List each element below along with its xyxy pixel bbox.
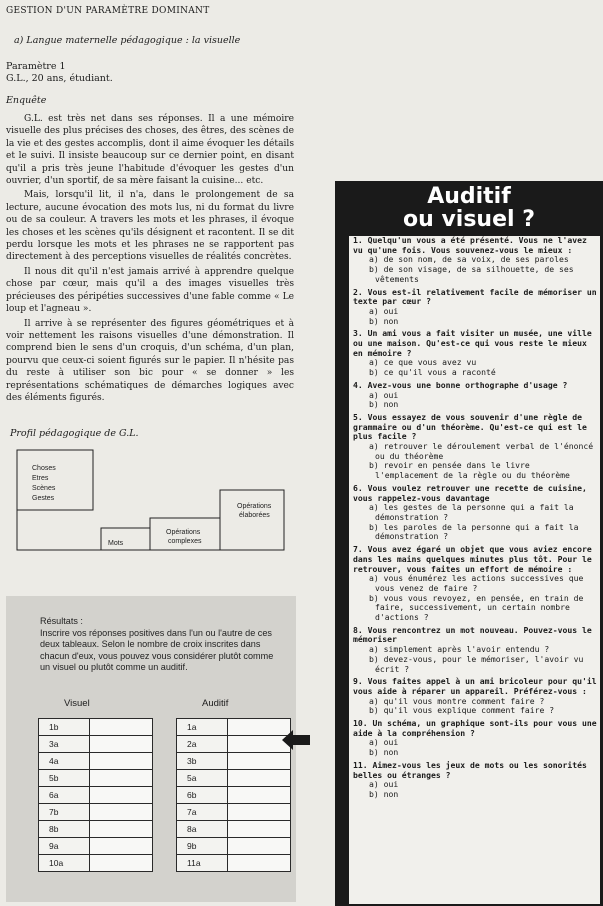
checkbox-cell[interactable] — [228, 770, 291, 787]
quiz-panel — [349, 236, 600, 904]
answer-option[interactable]: b) qu'il vous explique comment faire ? — [369, 705, 555, 716]
running-header: GESTION D'UN PARAMÈTRE DOMINANT — [6, 6, 210, 16]
checkbox-cell[interactable] — [228, 855, 291, 872]
answer-cell: 3a — [39, 736, 90, 753]
question-number: 1. — [353, 235, 363, 245]
bleed-through-text — [312, 8, 315, 19]
auditif-row — [177, 855, 291, 872]
question-prompt: Vous avez égaré un objet que vous aviez encore dans les mains quelques minutes plus tôt. Pour le retrouver, vous faites un effort de mémoire : — [353, 544, 592, 574]
checkbox-cell[interactable] — [90, 838, 153, 855]
diagram-box-choses — [17, 450, 93, 510]
answer-cell: 5b — [39, 770, 90, 787]
visuel-row — [39, 736, 153, 753]
question-prompt: Avez-vous une bonne orthographe d'usage ? — [367, 379, 568, 390]
quiz-question — [353, 329, 597, 378]
question-prompt: Vous est-il relativement facile de mémoriser un texte par cœur ? — [353, 286, 597, 307]
answer-option[interactable]: b) les paroles de la personne qui a fait la démonstration ? — [369, 521, 579, 542]
question-prompt: Vous essayez de vous souvenir d'une règle de grammaire ou d'un théorème. Qu'est-ce qui est le plus facile ? — [353, 411, 587, 442]
diagram-label-scenes: Scènes — [32, 485, 56, 492]
checkbox-cell[interactable] — [90, 787, 153, 804]
answer-option[interactable]: a) oui — [369, 779, 399, 790]
diagram-label-elaborees: élaborées — [239, 512, 270, 519]
answer-option[interactable]: b) non — [369, 315, 399, 326]
results-heading: Résultats : — [40, 616, 83, 626]
answer-cell: 5a — [177, 770, 228, 787]
answer-option[interactable]: a) qu'il vous montre comment faire ? — [369, 695, 545, 706]
quiz-question — [353, 381, 597, 410]
parametre-block — [6, 61, 113, 85]
checkbox-cell[interactable] — [228, 838, 291, 855]
question-number: 2. — [353, 286, 363, 297]
question-text — [353, 483, 587, 503]
checkbox-cell[interactable] — [228, 787, 291, 804]
question-prompt: Quelqu'un vous a été présenté. Vous ne l'avez vu qu'une fois. Vous souvenez-vous le mieux : — [353, 235, 587, 255]
question-number: 10. — [353, 718, 368, 729]
body-paragraph: Mais, lorsqu'il lit, il n'a, dans le prolongement de sa lecture, aucune évocation des mots lus, ni du format du livre ou de sa couleur. A travers les mots et les phrases, il évoque les choses et les scènes qu'ils désignent et racontent. Il se dit perdu lorsque les mots et les phrases ne se rapportent pas directement à des perceptions visuelles de réalités concrètes. — [6, 190, 294, 263]
answer-option[interactable]: a) oui — [369, 389, 399, 400]
auditif-row — [177, 753, 291, 770]
checkbox-cell[interactable] — [90, 736, 153, 753]
quiz-box — [335, 181, 603, 906]
answer-cell: 9a — [39, 838, 90, 855]
checkbox-cell[interactable] — [228, 821, 291, 838]
quiz-title-line1: Auditif — [427, 184, 511, 209]
quiz-questions — [353, 236, 597, 803]
enquete-title: Enquête — [6, 95, 47, 106]
answer-option[interactable]: a) oui — [369, 737, 399, 748]
visuel-row — [39, 770, 153, 787]
answer-option[interactable]: b) vous vous revoyez, en pensée, en train de faire, successivement, un certain nombre d'actions ? — [369, 592, 584, 623]
question-text — [353, 760, 587, 780]
parametre-subject: G.L., 20 ans, étudiant. — [6, 73, 113, 84]
body-paragraph: Il nous dit qu'il n'est jamais arrivé à apprendre quelque chose par cœur, mais qu'il a des images visuelles très précieuses des péripéties successives d'une fable comme « Le loup et l'agneau ». — [6, 266, 294, 315]
diagram-label-gestes: Gestes — [32, 495, 55, 502]
quiz-question — [353, 288, 597, 327]
answer-option[interactable]: b) devez-vous, pour le mémoriser, l'avoir vu écrit ? — [369, 653, 584, 674]
question-number: 5. — [353, 411, 363, 422]
question-text — [353, 287, 597, 307]
question-number: 4. — [353, 379, 363, 390]
answer-cell: 4a — [39, 753, 90, 770]
question-text — [353, 625, 592, 645]
answer-cell: 11a — [177, 855, 228, 872]
quiz-question — [353, 484, 597, 542]
question-prompt: Un schéma, un graphique sont-ils pour vous une aide à la compréhension ? — [353, 718, 597, 738]
auditif-row — [177, 719, 291, 736]
auditif-title: Auditif — [202, 698, 229, 709]
answer-option[interactable]: a) les gestes de la personne qui a fait la démonstration ? — [369, 502, 574, 522]
checkbox-cell[interactable] — [228, 753, 291, 770]
body-paragraph: G.L. est très net dans ses réponses. Il a une mémoire visuelle des plus précises des choses, des êtres, des scènes de la vie et des gestes accomplis, dont il aime évoquer les détails et le suivi. Il insiste beaucoup sur ce dernier point, en disant qu'il a pris très jeune l'habitude d'évoquer les gestes d'un ouvrier, d'un sportif, de sa mère faisant la cuisine... etc. — [6, 114, 294, 187]
question-text — [353, 412, 587, 441]
question-prompt: Vous voulez retrouver une recette de cuisine, vous rappelez-vous davantage — [353, 482, 587, 503]
answer-cell: 8b — [39, 821, 90, 838]
auditif-row — [177, 804, 291, 821]
auditif-row — [177, 821, 291, 838]
question-text — [353, 676, 597, 696]
auditif-table — [176, 718, 291, 872]
visuel-row — [39, 821, 153, 838]
question-number: 9. — [353, 676, 363, 687]
checkbox-cell[interactable] — [90, 804, 153, 821]
answer-cell: 9b — [177, 838, 228, 855]
answer-option[interactable]: a) ce que vous avez vu — [369, 357, 477, 368]
question-number: 8. — [353, 624, 363, 635]
visuel-title: Visuel — [64, 698, 90, 709]
quiz-question — [353, 677, 597, 716]
quiz-title — [335, 185, 603, 231]
visuel-row — [39, 753, 153, 770]
question-number: 6. — [353, 482, 363, 493]
results-panel — [6, 596, 296, 902]
diagram-label-operations-1: Opérations — [166, 529, 201, 536]
question-prompt: Vous rencontrez un mot nouveau. Pouvez-vous le mémoriser — [353, 624, 592, 645]
answer-cell: 6a — [39, 787, 90, 804]
answer-option[interactable]: a) retrouver le déroulement verbal de l'énoncé ou du théorème — [369, 441, 594, 461]
visuel-row — [39, 838, 153, 855]
answer-option[interactable]: b) revoir en pensée dans le livre l'emplacement de la règle ou du théorème — [369, 460, 570, 481]
answer-option[interactable]: a) oui — [369, 305, 399, 316]
checkbox-cell[interactable] — [90, 855, 153, 872]
diagram-label-mots: Mots — [108, 540, 124, 547]
checkbox-cell[interactable] — [90, 753, 153, 770]
profil-title: Profil pédagogique de G.L. — [10, 428, 139, 439]
section-title: a) Langue maternelle pédagogique : la visuelle — [14, 35, 241, 46]
checkbox-cell[interactable] — [228, 804, 291, 821]
question-number: 7. — [353, 544, 363, 555]
question-prompt: Aimez-vous les jeux de mots ou les sonorités belles ou étranges ? — [353, 759, 587, 780]
auditif-row — [177, 787, 291, 804]
answer-option[interactable]: b) non — [369, 788, 399, 799]
results-instructions: Inscrire vos réponses positives dans l'un ou l'autre de ces deux tableaux. Selon le nombre de croix inscrites dans chacun d'eux, vous pouvez vous considérer plutôt comme un visuel ou plutôt comme un auditif. — [40, 627, 274, 673]
auditif-row — [177, 838, 291, 855]
answer-cell: 7a — [177, 804, 228, 821]
answer-cell: 3b — [177, 753, 228, 770]
auditif-row — [177, 770, 291, 787]
answer-option[interactable]: b) ce qu'il vous a raconté — [369, 367, 496, 378]
question-text — [353, 235, 587, 255]
visuel-row — [39, 804, 153, 821]
quiz-question — [353, 545, 597, 623]
diagram-label-complexes: complexes — [168, 538, 202, 545]
answer-cell: 6b — [177, 787, 228, 804]
checkbox-cell[interactable] — [90, 770, 153, 787]
quiz-question — [353, 236, 597, 285]
diagram-label-etres: Etres — [32, 475, 49, 482]
auditif-row — [177, 736, 291, 753]
quiz-question — [353, 626, 597, 675]
answer-cell: 2a — [177, 736, 228, 753]
body-paragraph: Il arrive à se représenter des figures géométriques et à voir nettement les raisons visuelles d'une démonstration. Il comprend bien le sens d'un croquis, d'un schéma, d'un plan, pourvu que ceux-ci soient figurés sur le papier. Il n'hésite pas du reste à utiliser son bic pour « se donner » les représentations schématiques de démarches logiques avec des éléments figurés. — [6, 318, 294, 403]
diagram-label-operations-2: Opérations — [237, 503, 272, 510]
visuel-table — [38, 718, 153, 872]
question-number: 3. — [353, 328, 363, 339]
answer-option[interactable]: a) vous énumérez les actions successives que vous venez de faire ? — [369, 573, 584, 593]
answer-option[interactable]: a) simplement après l'avoir entendu ? — [369, 644, 550, 655]
question-number: 11. — [353, 759, 368, 770]
visuel-row — [39, 787, 153, 804]
answer-option[interactable]: a) de son nom, de sa voix, de ses paroles — [369, 254, 569, 265]
visuel-row — [39, 855, 153, 872]
answer-cell: 1a — [177, 719, 228, 736]
quiz-question — [353, 761, 597, 800]
question-text — [353, 380, 567, 390]
diagram-box-elaborees — [220, 490, 284, 550]
answer-option[interactable]: b) non — [369, 399, 399, 410]
answer-cell: 10a — [39, 855, 90, 872]
visuel-row — [39, 719, 153, 736]
quiz-question — [353, 719, 597, 758]
question-text — [353, 328, 592, 357]
results-text — [40, 616, 278, 674]
answer-option[interactable]: b) non — [369, 747, 399, 758]
enquete-body — [6, 113, 294, 406]
quiz-title-line2: ou visuel ? — [403, 207, 535, 232]
checkbox-cell[interactable] — [90, 821, 153, 838]
parametre-label: Paramètre 1 — [6, 61, 66, 72]
diagram-step-mots — [17, 510, 150, 550]
profil-diagram — [14, 446, 304, 576]
quiz-question — [353, 413, 597, 481]
question-prompt: Un ami vous a fait visiter un musée, une ville ou une maison. Qu'est-ce qui vous reste le mieux en mémoire ? — [353, 328, 592, 358]
question-text — [353, 544, 592, 573]
answer-cell: 7b — [39, 804, 90, 821]
diagram-label-choses: Choses — [32, 465, 56, 472]
checkbox-cell[interactable] — [90, 719, 153, 736]
answer-cell: 8a — [177, 821, 228, 838]
arrow-left-icon — [282, 730, 310, 750]
question-text — [353, 718, 597, 738]
answer-cell: 1b — [39, 719, 90, 736]
answer-option[interactable]: b) de son visage, de sa silhouette, de ses vêtements — [369, 264, 574, 284]
question-prompt: Vous faites appel à un ami bricoleur pour qu'il vous aide à réparer un appareil. Préférez-vous : — [353, 676, 597, 696]
